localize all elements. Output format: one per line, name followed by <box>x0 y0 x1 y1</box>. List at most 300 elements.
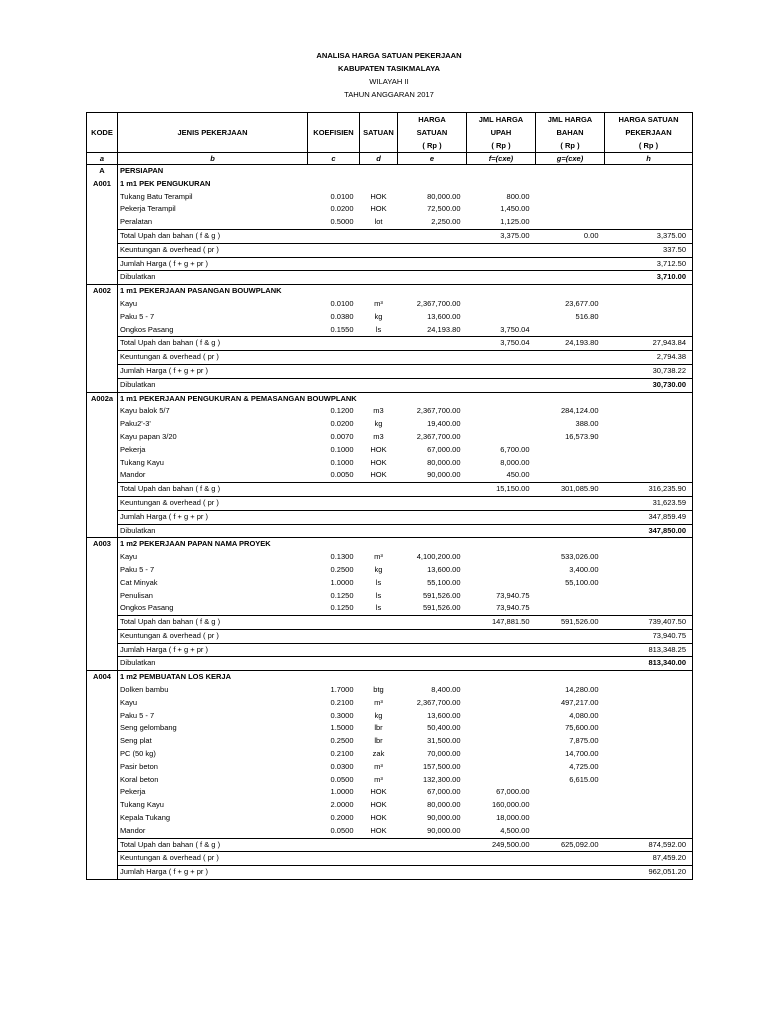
satuan-cell: kg <box>374 419 383 429</box>
jenis-cell: Mandor <box>118 825 308 838</box>
satuan-cell: ls <box>375 590 382 600</box>
summary-label: Total Upah dan bahan ( f & g ) <box>118 838 308 852</box>
summary-row <box>87 243 693 257</box>
jml-upah-cell: 800.00 <box>506 191 530 201</box>
rounded-row <box>87 378 693 392</box>
jml-upah-cell <box>467 178 536 191</box>
kode-cell <box>87 735 118 748</box>
harga-pekerjaan-cell <box>605 761 693 774</box>
jml-bahan-cell: 7,875.00 <box>569 736 599 746</box>
jml-upah-cell <box>467 243 536 257</box>
harga-satuan-cell: 2,367,700.00 <box>416 431 461 441</box>
koefisien-cell: 0.0500 <box>330 825 354 835</box>
koefisien-cell: 0.0100 <box>330 298 354 308</box>
jml-bahan-cell <box>536 178 605 191</box>
jml-bahan-cell <box>536 866 605 880</box>
harga-pekerjaan-cell <box>605 538 693 551</box>
koefisien-cell: 1.0000 <box>330 577 354 587</box>
spacer-cell <box>308 838 360 852</box>
table-row <box>87 697 693 710</box>
col-bahan-line1: JML HARGA <box>547 115 593 124</box>
kode-cell <box>87 510 118 524</box>
harga-pekerjaan-cell <box>605 590 693 603</box>
jml-bahan-cell <box>536 271 605 285</box>
koefisien-cell: 0.1550 <box>330 324 354 334</box>
col-bahan-line3: ( Rp ) <box>560 141 580 150</box>
jml-bahan-cell <box>536 364 605 378</box>
jml-upah-cell: 15,150.00 <box>467 483 536 497</box>
harga-pekerjaan-cell: 3,712.50 <box>605 257 693 271</box>
jml-upah-cell: 73,940.75 <box>496 603 530 613</box>
jenis-cell: Tukang Kayu <box>118 457 308 470</box>
jml-upah-cell <box>467 577 536 590</box>
satuan-cell: m³ <box>374 774 383 784</box>
table-row <box>87 444 693 457</box>
jml-bahan-cell <box>536 285 605 298</box>
spacer-cell <box>360 337 398 351</box>
spacer-cell <box>398 657 467 671</box>
koefisien-cell: 0.0070 <box>330 431 354 441</box>
jml-bahan-cell <box>536 203 605 216</box>
koefisien-cell: 0.0200 <box>330 419 354 429</box>
kode-cell <box>87 496 118 510</box>
jml-bahan-cell: 6,615.00 <box>569 774 599 784</box>
spacer-cell <box>360 257 398 271</box>
jml-upah-cell <box>467 378 536 392</box>
summary-label: Keuntungan & overhead ( pr ) <box>118 351 308 365</box>
jml-bahan-cell <box>536 671 605 684</box>
harga-pekerjaan-cell <box>605 191 693 204</box>
satuan-cell: ls <box>375 603 382 613</box>
spacer-cell <box>398 866 467 880</box>
harga-pekerjaan-cell <box>605 431 693 444</box>
harga-satuan-cell: 31,500.00 <box>427 736 461 746</box>
kode-cell: A002 <box>87 285 118 298</box>
jml-bahan-cell: 16,573.90 <box>565 431 599 441</box>
harga-satuan-cell: 13,600.00 <box>427 710 461 720</box>
kode-cell <box>87 602 118 615</box>
spacer-cell <box>360 629 398 643</box>
spacer-cell <box>308 257 360 271</box>
col-harga-line2: SATUAN <box>416 128 448 137</box>
table-row <box>87 564 693 577</box>
summary-row <box>87 351 693 365</box>
jml-upah-cell <box>467 257 536 271</box>
koefisien-cell: 0.1000 <box>330 457 354 467</box>
col-upah-line2: UPAH <box>490 128 512 137</box>
kode-cell <box>87 616 118 630</box>
table-row <box>87 577 693 590</box>
spacer-cell <box>308 629 360 643</box>
summary-label: Total Upah dan bahan ( f & g ) <box>118 616 308 630</box>
summary-label: Keuntungan & overhead ( pr ) <box>118 852 308 866</box>
kode-cell <box>87 337 118 351</box>
letter-e: e <box>398 153 467 165</box>
jml-upah-cell <box>467 364 536 378</box>
jml-upah-cell: 3,375.00 <box>467 229 536 243</box>
jml-bahan-cell <box>536 257 605 271</box>
satuan-cell: HOK <box>370 825 387 835</box>
kode-cell <box>87 657 118 671</box>
harga-satuan-cell: 19,400.00 <box>427 419 461 429</box>
koefisien-cell: 0.2500 <box>330 736 354 746</box>
jml-upah-cell: 1,125.00 <box>500 217 530 227</box>
table-row <box>87 216 693 229</box>
spacer-cell <box>398 364 467 378</box>
summary-label: Dibulatkan <box>118 657 308 671</box>
col-upah-line1: JML HARGA <box>478 115 524 124</box>
kode-cell <box>87 524 118 538</box>
jml-upah-cell: 147,881.50 <box>467 616 536 630</box>
spacer-cell <box>398 616 467 630</box>
col-harga-line3: ( Rp ) <box>422 141 442 150</box>
kode-cell <box>87 311 118 324</box>
harga-satuan-cell: 2,367,700.00 <box>416 406 461 416</box>
spacer-cell <box>398 524 467 538</box>
kode-cell <box>87 774 118 787</box>
jml-upah-cell: 6,700.00 <box>500 444 530 454</box>
satuan-cell: m³ <box>374 298 383 308</box>
harga-satuan-cell <box>398 671 467 684</box>
kode-cell <box>87 405 118 418</box>
jenis-cell: Kayu <box>118 551 308 564</box>
col-satuan: SATUAN <box>360 113 398 153</box>
col-upah-line3: ( Rp ) <box>491 141 511 150</box>
table-body <box>87 165 693 880</box>
harga-pekerjaan-cell <box>605 697 693 710</box>
kode-cell <box>87 564 118 577</box>
col-harga-satuan <box>398 113 467 153</box>
jml-upah-cell <box>467 564 536 577</box>
harga-satuan-cell: 132,300.00 <box>422 774 461 784</box>
jml-upah-cell <box>467 298 536 311</box>
table-row <box>87 298 693 311</box>
kode-cell <box>87 838 118 852</box>
satuan-cell: zak <box>372 749 385 759</box>
spacer-cell <box>308 643 360 657</box>
spacer-cell <box>398 483 467 497</box>
section-title-row <box>87 285 693 298</box>
satuan-cell <box>360 178 398 191</box>
jml-upah-cell: 249,500.00 <box>467 838 536 852</box>
summary-label: Dibulatkan <box>118 378 308 392</box>
harga-pekerjaan-cell <box>605 457 693 470</box>
jenis-cell: 1 m1 PEKERJAAN PENGUKURAN & PEMASANGAN BOUWPLANK <box>118 392 308 405</box>
koefisien-cell: 0.2100 <box>330 749 354 759</box>
kode-cell: A <box>87 165 118 178</box>
harga-satuan-cell: 13,600.00 <box>427 564 461 574</box>
summary-label: Dibulatkan <box>118 271 308 285</box>
koefisien-cell: 1.7000 <box>330 685 354 695</box>
harga-pekerjaan-cell <box>605 405 693 418</box>
jml-bahan-cell <box>536 657 605 671</box>
kode-cell <box>87 684 118 697</box>
jml-bahan-cell <box>536 643 605 657</box>
satuan-cell: m3 <box>373 431 384 441</box>
letter-f: f=(cxe) <box>467 153 536 165</box>
spacer-cell <box>360 657 398 671</box>
jml-bahan-cell <box>536 786 605 799</box>
harga-pekerjaan-cell <box>605 812 693 825</box>
jml-bahan-cell: 55,100.00 <box>565 577 599 587</box>
jml-upah-cell: 1,450.00 <box>500 204 530 214</box>
kode-cell <box>87 203 118 216</box>
satuan-cell: lbr <box>374 736 383 746</box>
harga-pekerjaan-cell: 31,623.59 <box>605 496 693 510</box>
doc-subtitle: KABUPATEN TASIKMALAYA <box>338 64 440 73</box>
jml-bahan-cell <box>536 469 605 482</box>
jml-upah-cell: 67,000.00 <box>496 787 530 797</box>
jml-bahan-cell <box>536 799 605 812</box>
satuan-cell: HOK <box>370 444 387 454</box>
jml-bahan-cell: 75,600.00 <box>565 723 599 733</box>
jml-bahan-cell <box>536 191 605 204</box>
spacer-cell <box>308 351 360 365</box>
table-row <box>87 735 693 748</box>
table-row <box>87 812 693 825</box>
harga-satuan-cell: 90,000.00 <box>427 813 461 823</box>
table-row <box>87 469 693 482</box>
col-kode: KODE <box>87 113 118 153</box>
summary-label: Jumlah Harga ( f + g + pr ) <box>118 257 308 271</box>
table-row <box>87 825 693 838</box>
jenis-cell: 1 m1 PEK PENGUKURAN <box>118 178 308 191</box>
jml-bahan-cell: 591,526.00 <box>536 616 605 630</box>
jml-bahan-cell <box>536 324 605 337</box>
kode-cell <box>87 271 118 285</box>
harga-pekerjaan-cell <box>605 418 693 431</box>
jenis-cell: 1 m1 PEKERJAAN PASANGAN BOUWPLANK <box>118 285 308 298</box>
kode-cell <box>87 590 118 603</box>
spacer-cell <box>360 838 398 852</box>
jml-bahan-cell <box>536 825 605 838</box>
table-row <box>87 405 693 418</box>
jml-bahan-cell <box>536 852 605 866</box>
spacer-cell <box>308 364 360 378</box>
jenis-cell: PERSIAPAN <box>118 165 308 178</box>
table-row <box>87 602 693 615</box>
kode-cell <box>87 761 118 774</box>
rounded-row <box>87 524 693 538</box>
section-title-row <box>87 671 693 684</box>
jenis-cell: PC (50 kg) <box>118 748 308 761</box>
spacer-cell <box>308 378 360 392</box>
harga-pekerjaan-cell <box>605 786 693 799</box>
spacer-cell <box>398 257 467 271</box>
harga-pekerjaan-cell: 337.50 <box>605 243 693 257</box>
harga-pekerjaan-cell <box>605 564 693 577</box>
harga-pekerjaan-cell <box>605 469 693 482</box>
jml-bahan-cell <box>536 216 605 229</box>
table-row <box>87 774 693 787</box>
satuan-cell: m³ <box>374 552 383 562</box>
col-harga-line1: HARGA <box>418 115 446 124</box>
table-row <box>87 761 693 774</box>
spacer-cell <box>398 378 467 392</box>
jml-bahan-cell: 24,193.80 <box>536 337 605 351</box>
spacer-cell <box>398 838 467 852</box>
satuan-cell <box>360 671 398 684</box>
rounded-row <box>87 271 693 285</box>
kode-cell <box>87 431 118 444</box>
jml-upah-cell <box>467 735 536 748</box>
rounded-row <box>87 657 693 671</box>
harga-pekerjaan-cell <box>605 285 693 298</box>
satuan-cell <box>360 165 398 178</box>
letter-c: c <box>308 153 360 165</box>
harga-satuan-cell: 80,000.00 <box>427 457 461 467</box>
kode-cell <box>87 786 118 799</box>
spacer-cell <box>360 616 398 630</box>
section-title-row <box>87 165 693 178</box>
jml-bahan-cell: 625,092.00 <box>536 838 605 852</box>
summary-label: Jumlah Harga ( f + g + pr ) <box>118 364 308 378</box>
spacer-cell <box>398 629 467 643</box>
jenis-cell: Pekerja <box>118 444 308 457</box>
kode-cell: A003 <box>87 538 118 551</box>
harga-pekerjaan-cell <box>605 311 693 324</box>
kode-cell <box>87 483 118 497</box>
kode-cell <box>87 378 118 392</box>
summary-row <box>87 364 693 378</box>
spacer-cell <box>360 510 398 524</box>
kode-cell <box>87 812 118 825</box>
total-row <box>87 838 693 852</box>
jenis-cell: 1 m2 PEKERJAAN PAPAN NAMA PROYEK <box>118 538 308 551</box>
jml-upah-cell <box>467 866 536 880</box>
jenis-cell: Seng gelombang <box>118 722 308 735</box>
koefisien-cell: 0.0300 <box>330 761 354 771</box>
harga-pekerjaan-cell <box>605 165 693 178</box>
total-row <box>87 616 693 630</box>
col-jml-upah <box>467 113 536 153</box>
jml-upah-cell <box>467 510 536 524</box>
kode-cell: A004 <box>87 671 118 684</box>
table-row <box>87 324 693 337</box>
spacer-cell <box>360 271 398 285</box>
spacer-cell <box>398 510 467 524</box>
koefisien-cell <box>308 165 360 178</box>
harga-pekerjaan-cell: 30,730.00 <box>605 378 693 392</box>
jml-upah-cell <box>467 285 536 298</box>
doc-region: WILAYAH II <box>369 77 409 86</box>
harga-satuan-cell <box>398 538 467 551</box>
harga-satuan-cell: 4,100,200.00 <box>416 552 461 562</box>
spacer-cell <box>360 483 398 497</box>
jml-upah-cell <box>467 761 536 774</box>
jml-upah-cell: 4,500.00 <box>500 825 530 835</box>
jenis-cell: Paku 5 - 7 <box>118 311 308 324</box>
jenis-cell: Tukang Kayu <box>118 799 308 812</box>
satuan-cell: lbr <box>374 723 383 733</box>
kode-cell <box>87 351 118 365</box>
letter-b: b <box>118 153 308 165</box>
jenis-cell: Kayu papan 3/20 <box>118 431 308 444</box>
summary-label: Keuntungan & overhead ( pr ) <box>118 243 308 257</box>
kode-cell <box>87 852 118 866</box>
col-jenis: JENIS PEKERJAAN <box>118 113 308 153</box>
spacer-cell <box>308 496 360 510</box>
jenis-cell: Ongkos Pasang <box>118 602 308 615</box>
harga-pekerjaan-cell <box>605 710 693 723</box>
kode-cell <box>87 257 118 271</box>
jml-upah-cell <box>467 684 536 697</box>
spacer-cell <box>398 351 467 365</box>
table-row <box>87 786 693 799</box>
analysis-table <box>86 112 693 880</box>
table-row <box>87 203 693 216</box>
koefisien-cell: 2.0000 <box>330 800 354 810</box>
harga-satuan-cell: 24,193.80 <box>427 324 461 334</box>
satuan-cell: ls <box>375 324 382 334</box>
jml-bahan-cell <box>536 496 605 510</box>
jml-bahan-cell: 0.00 <box>536 229 605 243</box>
harga-pekerjaan-cell <box>605 298 693 311</box>
summary-label: Total Upah dan bahan ( f & g ) <box>118 337 308 351</box>
harga-satuan-cell: 591,526.00 <box>422 590 461 600</box>
column-letter-row <box>87 153 693 165</box>
kode-cell <box>87 191 118 204</box>
spacer-cell <box>308 866 360 880</box>
jml-upah-cell <box>467 431 536 444</box>
harga-pekerjaan-cell: 813,340.00 <box>605 657 693 671</box>
summary-row <box>87 643 693 657</box>
koefisien-cell: 0.0500 <box>330 774 354 784</box>
jml-upah-cell <box>467 657 536 671</box>
table-row <box>87 311 693 324</box>
table-row <box>87 722 693 735</box>
satuan-cell: HOK <box>370 800 387 810</box>
jml-upah-cell <box>467 629 536 643</box>
summary-label: Jumlah Harga ( f + g + pr ) <box>118 643 308 657</box>
satuan-cell: lot <box>374 217 383 227</box>
jml-bahan-cell <box>536 457 605 470</box>
koefisien-cell <box>308 285 360 298</box>
harga-satuan-cell: 8,400.00 <box>431 685 461 695</box>
jml-upah-cell <box>467 311 536 324</box>
harga-pekerjaan-cell: 347,850.00 <box>605 524 693 538</box>
harga-satuan-cell: 90,000.00 <box>427 470 461 480</box>
table-row <box>87 431 693 444</box>
summary-row <box>87 496 693 510</box>
harga-pekerjaan-cell <box>605 392 693 405</box>
koefisien-cell <box>308 178 360 191</box>
jenis-cell: Mandor <box>118 469 308 482</box>
harga-pekerjaan-cell: 3,710.00 <box>605 271 693 285</box>
satuan-cell: ls <box>375 577 382 587</box>
koefisien-cell: 0.1000 <box>330 444 354 454</box>
jenis-cell: Kayu <box>118 697 308 710</box>
koefisien-cell: 0.5000 <box>330 217 354 227</box>
jml-upah-cell <box>467 774 536 787</box>
harga-pekerjaan-cell <box>605 684 693 697</box>
jml-bahan-cell: 497,217.00 <box>560 697 599 707</box>
jenis-cell: Paku 5 - 7 <box>118 564 308 577</box>
kode-cell <box>87 697 118 710</box>
jml-bahan-cell: 388.00 <box>575 419 599 429</box>
satuan-cell: m³ <box>374 697 383 707</box>
kode-cell: A002a <box>87 392 118 405</box>
spacer-cell <box>398 243 467 257</box>
harga-satuan-cell: 80,000.00 <box>427 191 461 201</box>
table-row <box>87 799 693 812</box>
harga-satuan-cell: 2,250.00 <box>431 217 461 227</box>
jml-upah-cell <box>467 524 536 538</box>
jml-bahan-cell <box>536 524 605 538</box>
jml-upah-cell <box>467 671 536 684</box>
harga-satuan-cell <box>398 178 467 191</box>
spacer-cell <box>398 337 467 351</box>
